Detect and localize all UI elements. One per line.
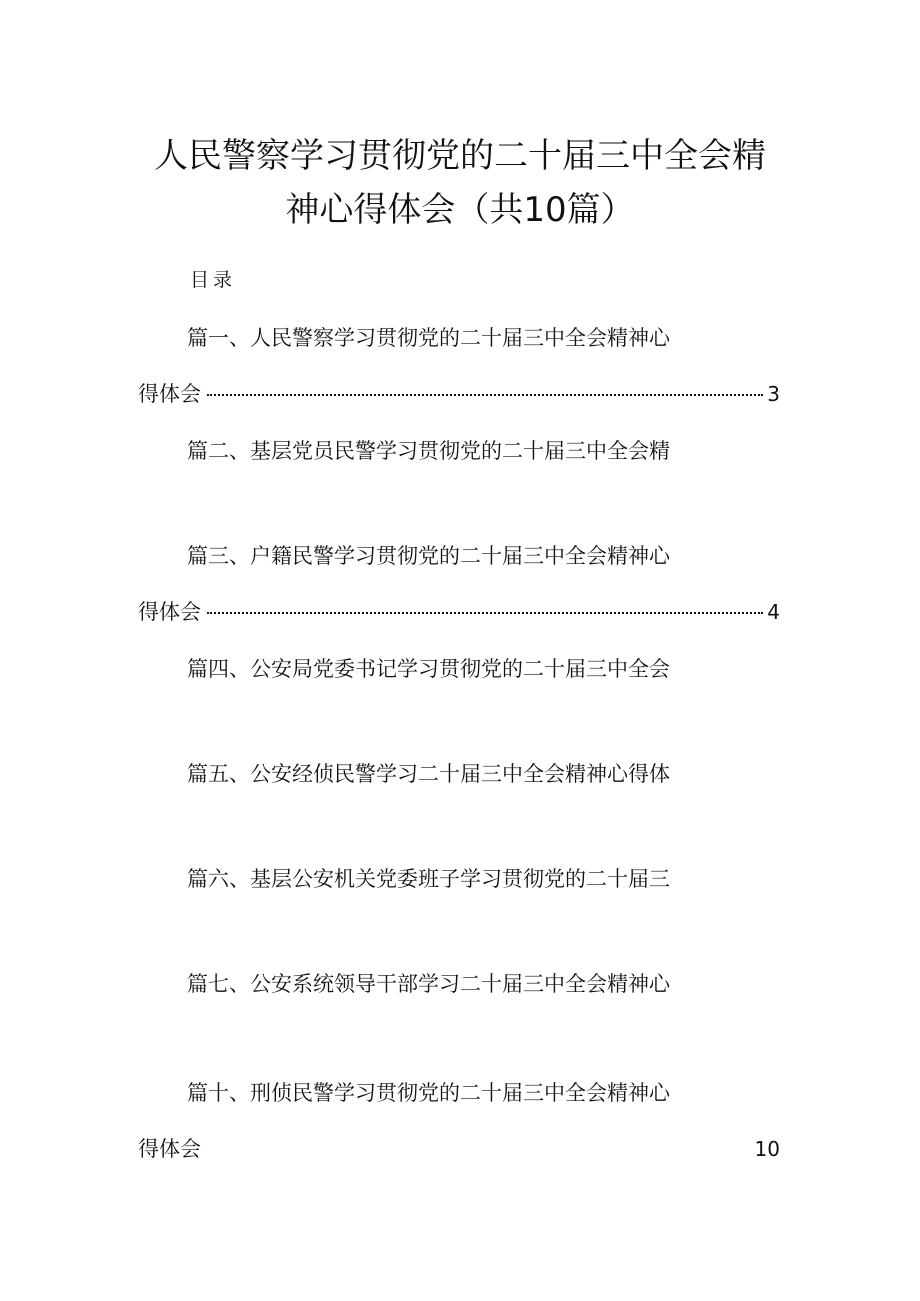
toc-entry-3-continuation[interactable] [138,597,780,627]
toc-entry-1-dot-leader [207,394,763,396]
toc-entry-3-title[interactable]: 篇三、户籍民警学习贯彻党的二十届三中全会精神心 [187,544,670,568]
toc-entry-3-page-number: 4 [767,600,780,624]
toc-heading: 目录 [190,269,237,291]
document-title-line-2: 神心得体会（共10篇） [285,190,635,230]
toc-entry-2-title[interactable]: 篇二、基层党员民警学习贯彻党的二十届三中全会精 [187,439,670,463]
toc-entry-8-title-end: 得体会 [138,1137,201,1161]
toc-entry-8-title[interactable]: 篇十、刑侦民警学习贯彻党的二十届三中全会精神心 [187,1081,670,1105]
toc-entry-6-title[interactable]: 篇六、基层公安机关党委班子学习贯彻党的二十届三 [187,867,670,891]
toc-entry-1-title[interactable]: 篇一、人民警察学习贯彻党的二十届三中全会精神心 [187,326,670,350]
toc-entry-7-title[interactable]: 篇七、公安系统领导干部学习二十届三中全会精神心 [187,972,670,996]
toc-entry-8-continuation[interactable] [138,1134,780,1164]
toc-entry-1-title-end: 得体会 [138,382,201,406]
toc-entry-8-page-number: 10 [754,1137,780,1161]
toc-entry-1-page-number: 3 [767,382,780,406]
toc-entry-4-title[interactable]: 篇四、公安局党委书记学习贯彻党的二十届三中全会 [187,657,670,681]
toc-entry-3-dot-leader [207,612,763,614]
document-title-line-1: 人民警察学习贯彻党的二十届三中全会精 [154,136,766,176]
toc-entry-3-title-end: 得体会 [138,600,201,624]
toc-entry-1-continuation[interactable] [138,379,780,409]
toc-entry-5-title[interactable]: 篇五、公安经侦民警学习二十届三中全会精神心得体 [187,762,670,786]
